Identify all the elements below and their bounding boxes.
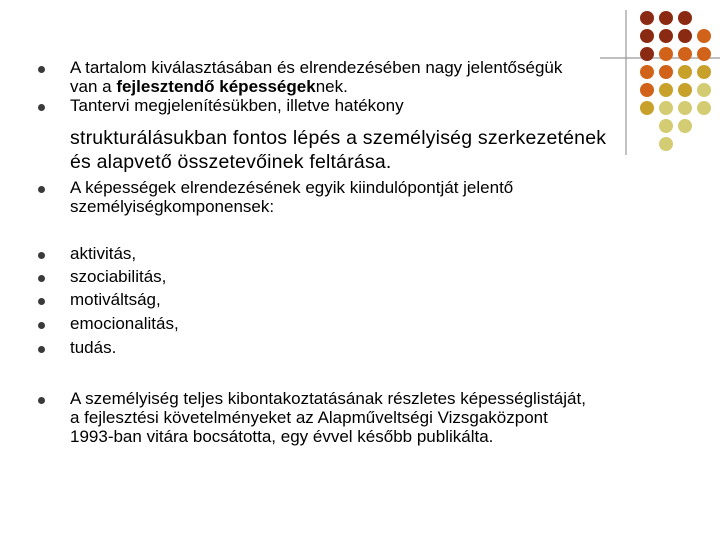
decorative-dot	[678, 65, 692, 79]
bullet-marker	[38, 397, 45, 404]
list-item: aktivitás,	[70, 244, 137, 263]
bullet-marker	[38, 346, 45, 353]
bullet-marker	[38, 298, 45, 305]
decorative-dot	[659, 101, 673, 115]
decorative-dot	[678, 101, 692, 115]
decorative-dot	[697, 29, 711, 43]
decorative-dot	[697, 65, 711, 79]
bullet-2-line-3: és alapvető összetevőinek feltárása.	[70, 151, 392, 173]
bullet-4-line-2: a fejlesztési követelményeket az Alapműveltségi Vizsgaközpont	[70, 408, 548, 427]
decorative-dot	[678, 29, 692, 43]
list-item: motiváltság,	[70, 290, 161, 309]
bullet-marker	[38, 275, 45, 282]
decorative-dot	[678, 11, 692, 25]
bullet-4-line-1: A személyiség teljes kibontakoztatásának részletes képességlistáját,	[70, 389, 586, 408]
bullet-2-line-1: Tantervi megjelenítésükben, illetve hatékony	[70, 96, 404, 115]
decorative-dot	[678, 47, 692, 61]
bold-phrase: fejlesztendő képességek	[116, 77, 316, 96]
bullet-3-line-2: személyiségkomponensek:	[70, 197, 275, 216]
decorative-dot	[640, 83, 654, 97]
decorative-dot	[640, 11, 654, 25]
decorative-dot	[659, 119, 673, 133]
list-item: emocionalitás,	[70, 314, 179, 333]
decorative-dot	[659, 11, 673, 25]
list-item: szociabilitás,	[70, 267, 167, 286]
decorative-dot	[697, 47, 711, 61]
decorative-dot	[659, 29, 673, 43]
bullet-3-line-1: A képességek elrendezésének egyik kiindulópontját jelentő	[70, 178, 514, 197]
bullet-2-line-2: strukturálásukban fontos lépés a személyiség szerkezetének	[70, 127, 607, 149]
decorative-dot	[697, 101, 711, 115]
decorative-dot	[678, 119, 692, 133]
decorative-dot	[659, 65, 673, 79]
decorative-dot	[659, 137, 673, 151]
decorative-dot	[659, 47, 673, 61]
list-item: tudás.	[70, 338, 117, 357]
bullet-marker	[38, 252, 45, 259]
bullet-marker	[38, 322, 45, 329]
decorative-dot	[640, 47, 654, 61]
decorative-dot	[678, 83, 692, 97]
decorative-dot	[640, 29, 654, 43]
decorative-dot	[640, 101, 654, 115]
decorative-dot	[659, 83, 673, 97]
bullet-1-line-1: A tartalom kiválasztásában és elrendezésében nagy jelentőségük	[70, 58, 563, 77]
bullet-1-line-2: van a fejlesztendő képességeknek.	[70, 77, 348, 96]
bullet-marker	[38, 66, 45, 73]
decorative-dot	[697, 83, 711, 97]
bullet-4-line-3: 1993-ban vitára bocsátotta, egy évvel később publikálta.	[70, 427, 494, 446]
decorative-dot	[640, 65, 654, 79]
bullet-marker	[38, 104, 45, 111]
bullet-marker	[38, 186, 45, 193]
